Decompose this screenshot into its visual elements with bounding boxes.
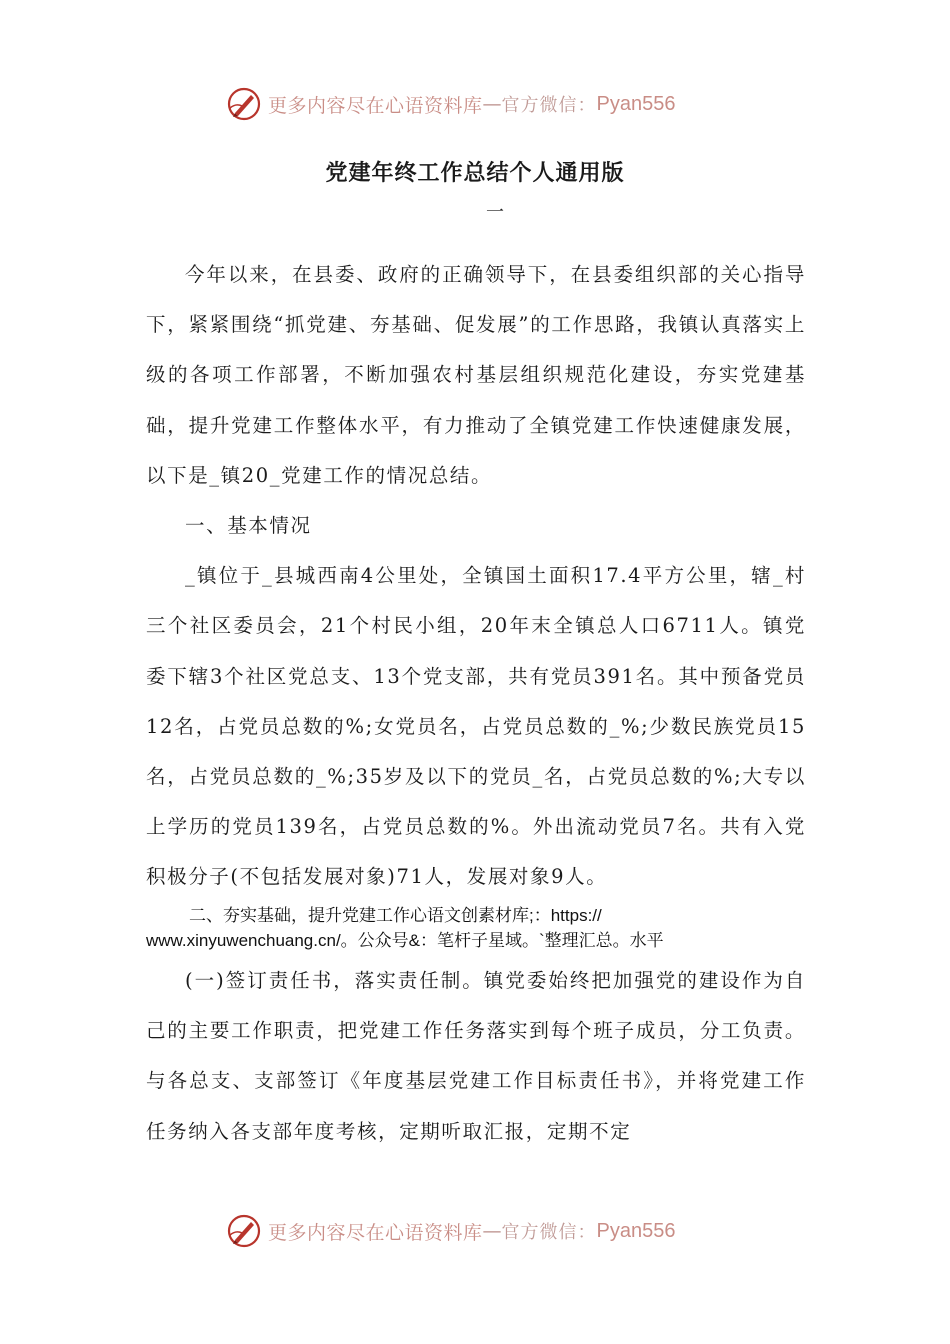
banner-text: 更多内容尽在心语资料库 bbox=[268, 1221, 483, 1244]
paragraph-basic-situation: _镇位于_县城西南4公里处，全镇国土面积17.4平方公里，辖_村三个社区委员会，21个村民小组，20年末全镇总人口6711人。镇党委下辖3个社区党总支、13个党支部，共有党员391名。其中预备党员12名，占党员总数的%;女党员名，占党员总数的_%;少数民族党员15名，占党员总数的_%;35岁及以下的党员_名，占党员总数的%;大专以上学历的党员139名，占党员总数的%。外出流动党员7名。共有入党积极分子(不包括发展对象)71人，发展对象9人。 bbox=[146, 564, 806, 889]
paragraph-intro: 今年以来，在县委、政府的正确领导下，在县委组织部的关心指导下，紧紧围绕“抓党建、夯基础、促发展”的工作思路，我镇认真落实上级的各项工作部署，不断加强农村基层组织规范化建设，夯实党建基础，提升党建工作整体水平，有力推动了全镇党建工作快速健康发展，以下是_镇20_党建工作的情况总结。 bbox=[146, 263, 806, 487]
banner-dash: — bbox=[482, 93, 502, 115]
pen-logo-icon bbox=[226, 86, 262, 122]
banner-wechat-label: 官方微信： bbox=[501, 1222, 597, 1243]
footer-watermark-banner bbox=[226, 1211, 746, 1251]
banner-wechat-handle: Pyan556 bbox=[596, 92, 676, 115]
pen-logo-icon bbox=[226, 1213, 262, 1249]
inserted-source-line bbox=[146, 903, 806, 953]
section-number: 一 bbox=[486, 202, 504, 223]
header-watermark-banner bbox=[226, 84, 746, 124]
banner-wechat-label: 官方微信： bbox=[501, 95, 597, 116]
inserted-line-2: www.xinyuwenchuang.cn/。公众号&：笔杆子星域。`整理汇总。水平 bbox=[146, 931, 664, 950]
banner-dash: — bbox=[482, 1220, 502, 1242]
paragraph-responsibility: (一)签订责任书，落实责任制。镇党委始终把加强党的建设作为自己的主要工作职责，把党建工作任务落实到每个班子成员，分工负责。与各总支、支部签订《年度基层党建工作目标责任书》，并将党建工作任务纳入各支部年度考核，定期听取汇报，定期不定 bbox=[146, 969, 806, 1143]
inserted-line-1: 二、夯实基础，提升党建工作心语文创素材库;：https:// bbox=[189, 906, 602, 925]
document-title: 党建年终工作总结个人通用版 bbox=[325, 161, 625, 186]
banner-text: 更多内容尽在心语资料库 bbox=[268, 94, 483, 117]
banner-wechat-handle: Pyan556 bbox=[596, 1219, 676, 1242]
document-body bbox=[146, 250, 806, 903]
heading-basic-situation: 一、基本情况 bbox=[185, 514, 312, 538]
document-body-continued bbox=[146, 956, 806, 1157]
